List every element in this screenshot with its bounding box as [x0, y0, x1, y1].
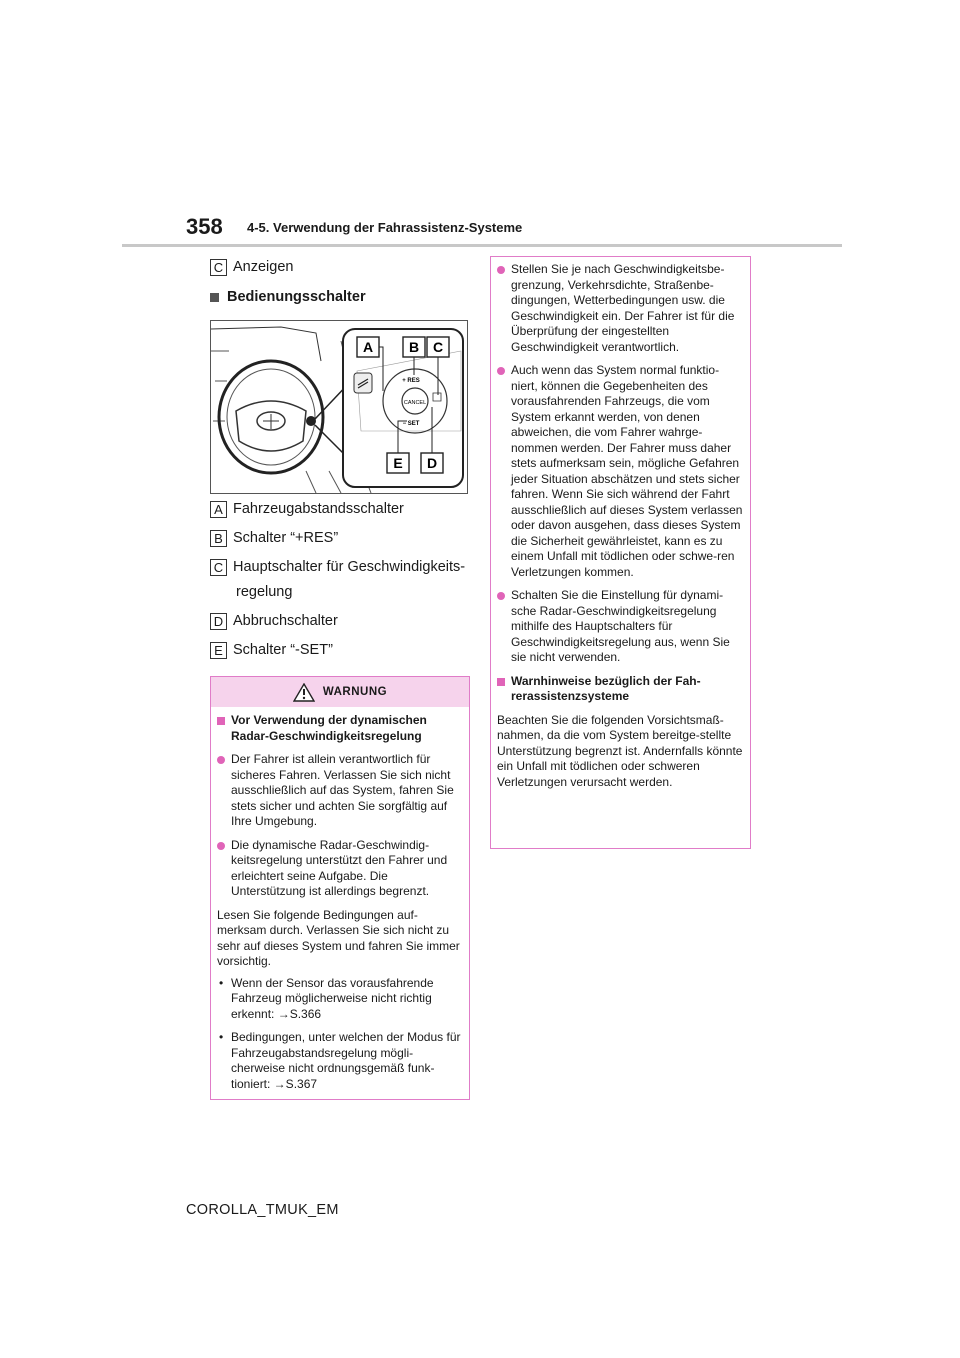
legend-label: Anzeigen: [233, 259, 294, 275]
warning-title: WARNUNG: [322, 686, 388, 698]
warning-heading-row: [217, 713, 463, 744]
bullet-dot-icon: [497, 367, 505, 375]
letter-box: E: [210, 642, 227, 659]
bullet-dot-icon: [497, 266, 505, 274]
right-warning-box: [490, 256, 751, 849]
legend-label: Schalter “+RES”: [233, 530, 339, 546]
warning-header: [211, 677, 469, 707]
sub-heading-text: Bedienungsschalter: [227, 289, 366, 305]
section-title: 4-5. Verwendung der Fahrassistenz-Systeme: [247, 220, 523, 235]
bullet-text: Der Fahrer ist allein verantwortlich für sicheres Fahren. Verlassen Sie sich nicht ausschließlich auf das System, fahren Sie stets sicher und achten Sie sorgfältig auf Ihre Umgebung.: [231, 752, 454, 828]
callout-d: D: [426, 455, 438, 471]
letter-box: D: [210, 613, 227, 630]
left-column: [210, 256, 472, 305]
legend-item-a: [210, 500, 472, 519]
warning-paragraph: Lesen Sie folgende Bedingungen auf-merksam durch. Verlassen Sie sich nicht zu sehr auf dieses System und fahren Sie immer vorsichtig.: [217, 907, 460, 968]
callout-e: E: [393, 455, 403, 471]
steering-switch-illustration: [210, 320, 468, 494]
legend-label: Abbruchschalter: [233, 613, 338, 629]
page-number: 358: [186, 214, 223, 239]
square-bullet-icon: [210, 293, 219, 302]
footer-model-code: COROLLA_TMUK_EM: [186, 1202, 339, 1218]
warning-box: [210, 676, 470, 1100]
dash-bullet-icon: •: [219, 975, 224, 990]
right-heading-row: [497, 674, 744, 705]
warning-dash-item: [217, 1030, 463, 1092]
warning-bullet: [217, 838, 463, 900]
callout-c: C: [432, 339, 444, 355]
letter-box: C: [210, 559, 227, 576]
warning-triangle-icon: [293, 683, 315, 702]
right-bullet: [497, 588, 744, 666]
dash-text: Wenn der Sensor das vorausfahrende Fahrzeug möglicherweise nicht richtig erkennt: →S.366: [231, 975, 434, 1021]
legend-label: Fahrzeugabstandsschalter: [233, 501, 404, 517]
right-bullet: [497, 262, 744, 355]
legend-item-c: [210, 558, 472, 577]
legend-item-d: [210, 612, 472, 631]
bullet-dot-icon: [497, 592, 505, 600]
legend-label-continued: regelung: [236, 584, 293, 600]
legend-item-e: [210, 641, 472, 660]
dashboard-figure: [211, 321, 467, 493]
square-bullet-icon: [497, 678, 505, 686]
callout-b: B: [408, 339, 420, 355]
dash-bullet-icon: •: [219, 1030, 224, 1044]
bullet-dot-icon: [217, 842, 225, 850]
dash-text: Bedingungen, unter welchen der Modus für Fahrzeugabstandsregelung mögli-cherweise nicht ordnungsgemäß funk-tioniert: →S.367: [231, 1030, 461, 1091]
right-paragraph: Beachten Sie die folgenden Vorsichtsmaß-nahmen, da die vom System bereitge-stellte Unterstützung begrenzt ist. Andernfalls könnte ein Unfall mit tödlichen oder schweren Verletzungen verursacht werden.: [497, 712, 743, 789]
bullet-dot-icon: [217, 756, 225, 764]
bullet-text: Stellen Sie je nach Geschwindigkeitsbe-grenzung, Verkehrsdichte, Straßenbe-dingungen, Wetterbedingungen usw. die Geschwindigkeit ein. Der Fahrer ist für die Überprüfung der eingestellten Geschwindigkeit verantwortlich.: [511, 262, 735, 354]
warning-body: [211, 707, 469, 1106]
res-switch-label: + RES: [402, 378, 420, 384]
legend-item-b: [210, 529, 472, 548]
letter-box: C: [210, 259, 227, 276]
sub-heading: [210, 289, 472, 305]
legend-list: [210, 500, 472, 660]
square-bullet-icon: [217, 717, 225, 725]
warning-dash-item: [217, 976, 463, 1023]
legend-label: Schalter “-SET”: [233, 642, 333, 658]
warning-heading: Vor Verwendung der dynamischen Radar-Geschwindigkeitsregelung: [231, 713, 427, 743]
bullet-text: Schalten Sie die Einstellung für dynami-sche Radar-Geschwindigkeitsregelung mithilfe des Hauptschalters für Geschwindigkeitsregelung aus, wenn Sie sie nicht verwenden.: [511, 588, 730, 664]
bullet-text: Auch wenn das System normal funktio-niert, können die Gegebenheiten des vorausfahrenden Fahrzeugs, die vom System erkannt werden, von denen abweichen, die vom Fahrer wahrge-nommen werden. Der Fahrer muss daher stets aufmerksam sein, mögliche Gefahren jeder Situation abschätzen und stets sicher fahren. Wenn Sie sich während der Fahrt ausschließlich auf dieses System verlassen oder davon ausgehen, dass dieses System die Sicherheit gewährleistet, kann es zu einem Unfall mit tödlichen oder schwe-ren Verletzungen kommen.: [511, 363, 743, 579]
legend-label: Hauptschalter für Geschwindigkeits-: [233, 559, 466, 575]
set-switch-label: − SET: [402, 421, 420, 427]
warning-bullet: [217, 752, 463, 830]
legend-item-c-top: [210, 258, 472, 277]
letter-box: A: [210, 501, 227, 518]
letter-box: B: [210, 530, 227, 547]
right-warning-body: [491, 257, 750, 802]
right-heading: Warnhinweise bezüglich der Fah-rerassistenzsysteme: [511, 673, 701, 703]
callout-a: A: [362, 339, 374, 355]
header-rule: [122, 244, 842, 247]
right-bullet: [497, 363, 744, 580]
cancel-switch-label: CANCEL: [403, 400, 427, 406]
bullet-text: Die dynamische Radar-Geschwindig-keitsregelung unterstützt den Fahrer und erleichtert seine Aufgabe. Die Unterstützung ist allerdings begrenzt.: [231, 837, 448, 898]
